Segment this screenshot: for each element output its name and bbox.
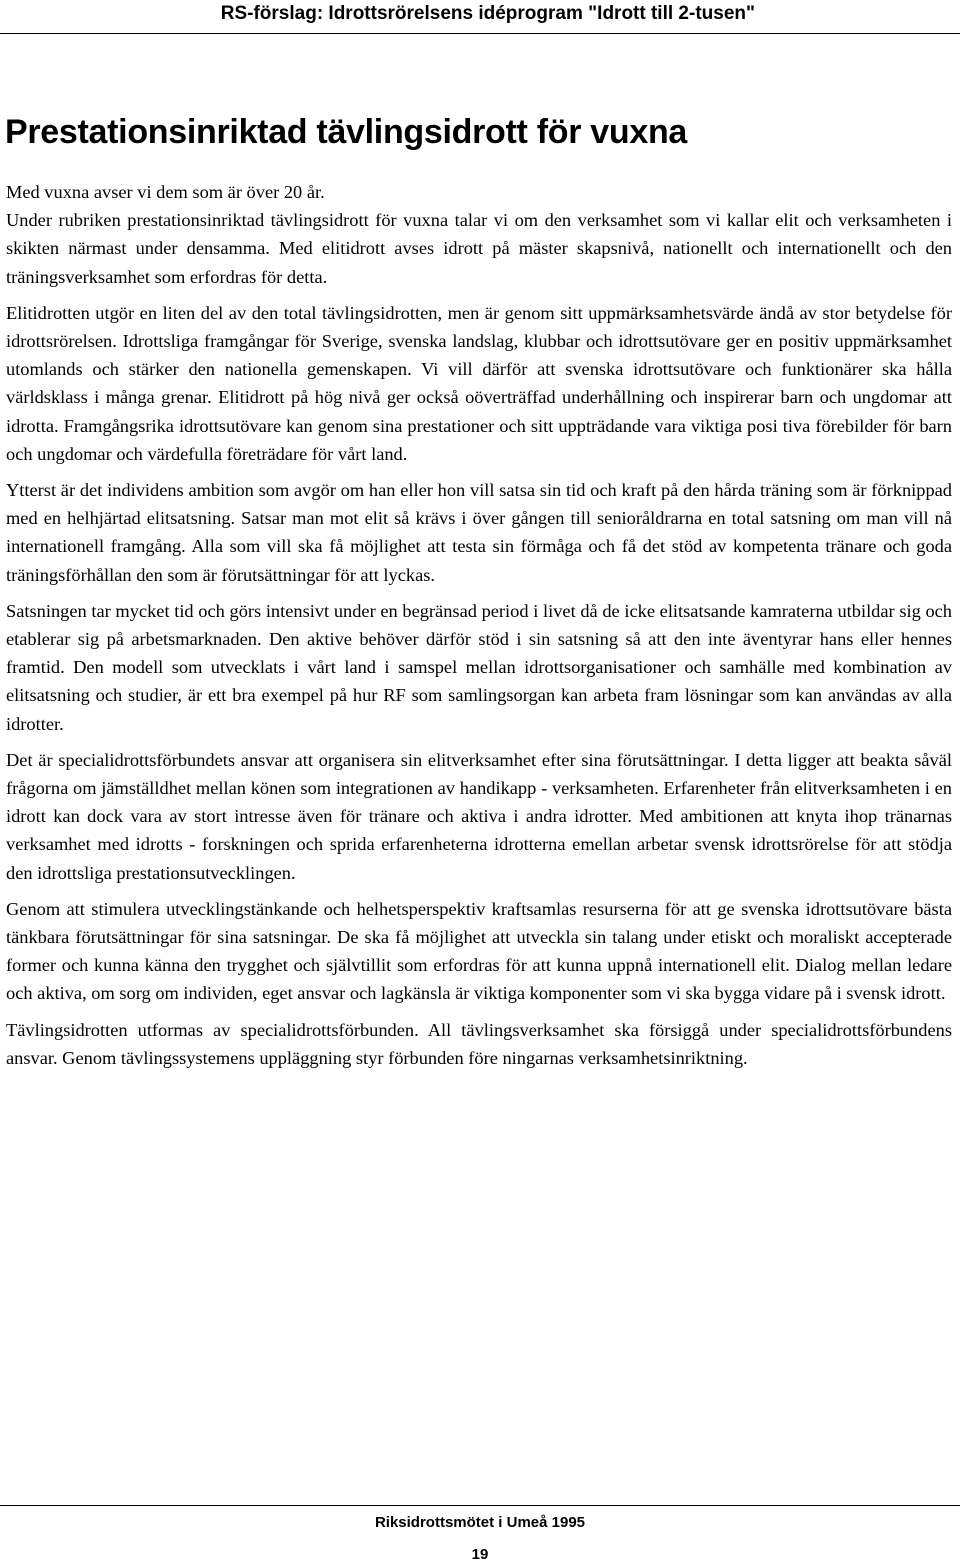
page-title: Prestationsinriktad tävlingsidrott för vuxna	[5, 113, 688, 151]
paragraph-7: Genom att stimulera utvecklingstänkande och helhetsperspektiv kraftsamlas resurserna för att ge svenska idrottsutövare bästa tänkbara förutsättningar för sina satsningar. De ska få möjlighet att utveckla sin talang under etiskt och moraliskt accepterade former och kunna känna den trygghet och självtillit som erfordras för att kunna uppnå internationell elit. Dialog mellan ledare och aktiva, om sorg om individen, eget ansvar och lagkänsla är viktiga komponenter som vi ska bygga vidare på i svensk idrott.	[6, 898, 952, 1004]
footer-meeting: Riksidrottsmötet i Umeå 1995	[374, 1514, 586, 1531]
paragraph-5: Satsningen tar mycket tid och görs intensivt under en begränsad period i livet då de icke elitsatsande kamraterna utbildar sig och etablerar sig på arbetsmarknaden. Den aktive behöver därför stöd i sin satsning så att den inte äventyrar hans eller hennes framtid. Den modell som utvecklats i vårt land i samspel mellan idrottsorganisationer och samhälle med kombination av elitsatsning och studier, är ett bra exempel på hur RF som samlingsorgan kan arbeta fram lösningar som kan användas av alla idrotter.	[6, 600, 952, 734]
footer-divider	[0, 1505, 960, 1506]
paragraph-2: Under rubriken prestationsinriktad tävlingsidrott för vuxna talar vi om den verksamhet som vi kallar elit och verksamheten i skikten närmast under densamma. Med elitidrott avses idrott på mäster skapsnivå, nationellt och internationellt och den träningsverksamhet som erfordras för detta.	[6, 210, 952, 287]
paragraph-8: Tävlingsidrotten utformas av specialidrottsförbunden. All tävlingsverksamhet ska försiggå under specialidrottsförbundens ansvar. Genom tävlingssystemens uppläggning styr förbunden före ningarnas verksamhetsinriktning.	[6, 1019, 952, 1068]
paragraph-6: Det är specialidrottsförbundets ansvar att organisera sin elitverksamhet efter sina förutsättningar. I detta ligger att beakta såväl frågorna om jämställdhet mellan könen som integrationen av handikapp - verksamheten. Erfarenheter från elitverksamheten i en idrott kan dock vara av stort intresse även för tränare och aktiva i andra idrotter. Med ambitionen att knyta ihop tränarnas verksamhet med idrotts - forskningen och sprida erfarenheterna idrotterna emellan arbetar svensk idrottsrörelse för att stödja den idrottsliga prestationsutvecklingen.	[6, 749, 952, 883]
running-header: RS-förslag: Idrottsrörelsens idéprogram "Idrott till 2-tusen"	[220, 3, 755, 24]
paragraph-1: Med vuxna avser vi dem som är över 20 år.	[6, 182, 325, 202]
page-number: 19	[471, 1546, 489, 1563]
header-divider	[0, 33, 960, 34]
paragraph-3: Elitidrotten utgör en liten del av den total tävlingsidrotten, men är genom sitt uppmärksamhetsvärde ändå av stor betydelse för idrottsrörelsen. Idrottsliga framgångar för Sverige, svenska landslag, klubbar och idrottsutövare ger en positiv uppmärksamhet utomlands och stärker den nationella gemenskapen. Vi vill därför att svenska idrottsutövare och funktionärer ska hålla världsklass i många grenar. Elitidrott på hög nivå ger också oöverträffad underhållning och inspirerar barn och ungdomar att idrotta. Framgångsrika idrottsutövare kan genom sina prestationer och sitt uppträdande vara viktiga posi tiva förebilder för barn och ungdomar och värdefulla företrädare för vårt land.	[6, 302, 952, 464]
body-text	[6, 178, 952, 1080]
paragraph-4: Ytterst är det individens ambition som avgör om han eller hon vill satsa sin tid och kraft på den hårda träning som är förknippad med en helhjärtad elitsatsning. Satsar man mot elit så krävs i över gången till senioråldrarna en total satsning om man vill nå internationell framgång. Alla som vill ska få möjlighet att testa sin förmåga och få det stöd av kompetenta tränare och goda träningsförhållan den som är förutsättningar för att lyckas.	[6, 480, 952, 585]
